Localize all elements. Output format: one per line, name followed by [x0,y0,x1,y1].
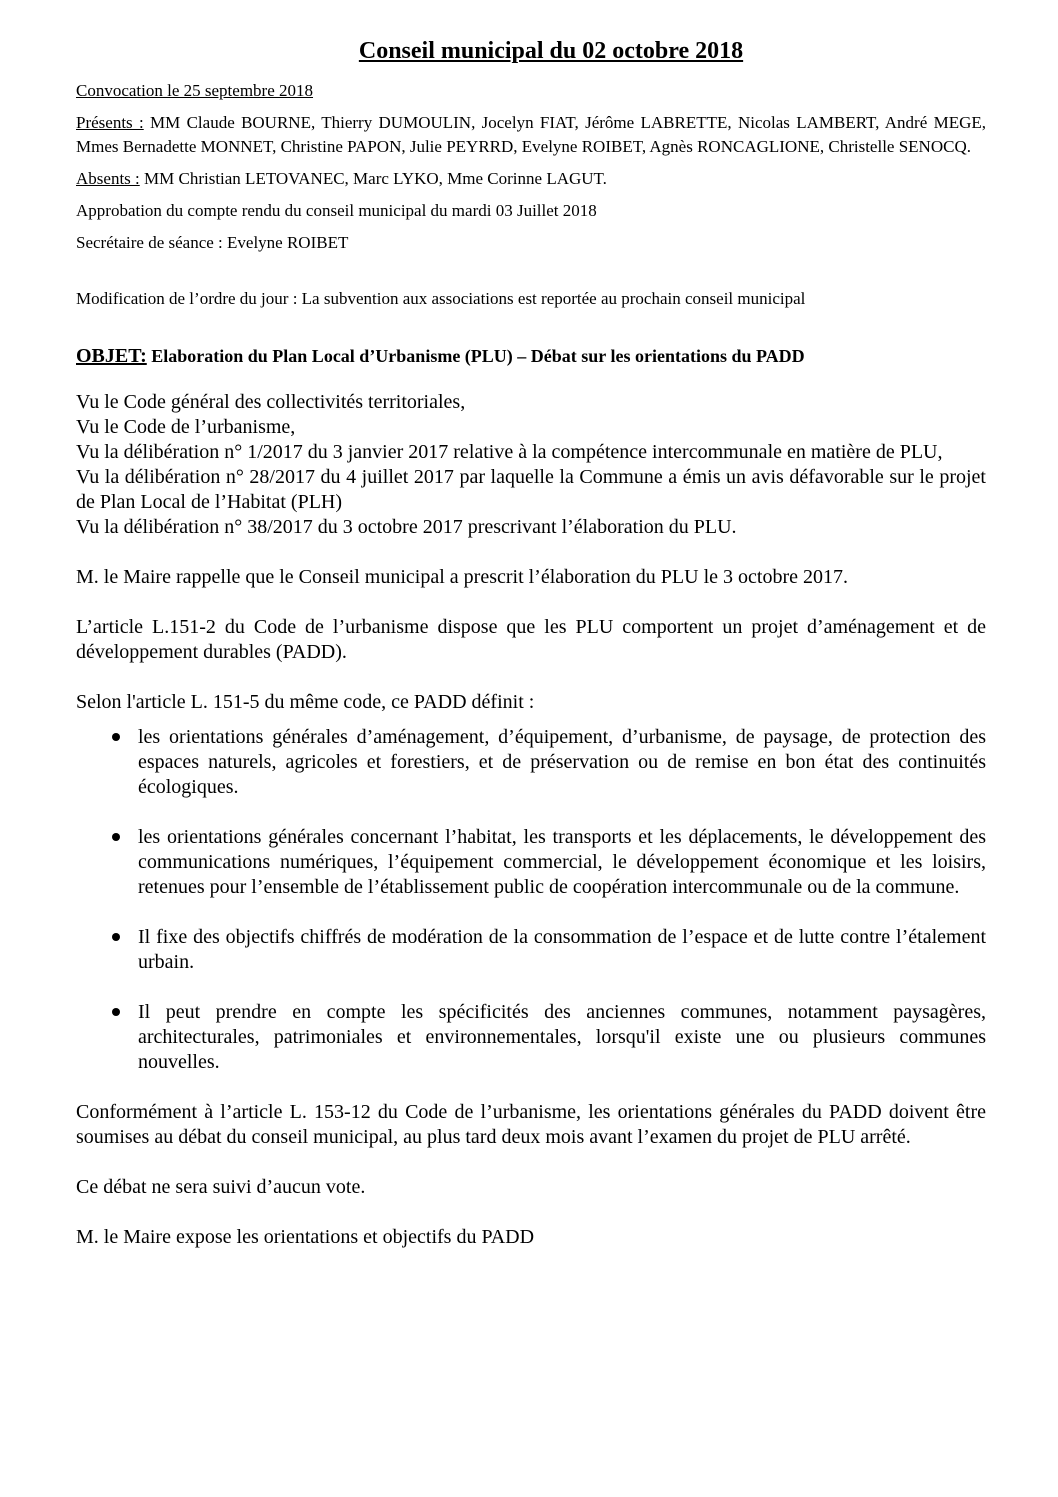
bullet-icon [112,833,120,841]
debat-paragraph: Ce débat ne sera suivi d’aucun vote. [76,1176,366,1198]
vu-line: Vu le Code général des collectivités territoriales, [76,391,466,413]
vu-line: Vu la délibération n° 1/2017 du 3 janvier 2017 relative à la compétence intercommunale en matière de PLU, [76,441,943,463]
bullet-icon [112,733,120,741]
objet-text: Elaboration du Plan Local d’Urbanisme (PLU) – Débat sur les orientations du PADD [146,346,805,366]
maire-rappelle-paragraph: M. le Maire rappelle que le Conseil municipal a prescrit l’élaboration du PLU le 3 octobre 2017. [76,566,848,588]
convocation-text: Convocation le 25 septembre 2018 [76,81,314,100]
vu-line: Vu la délibération n° 28/2017 du 4 juillet 2017 par laquelle la Commune a émis un avis défavorable sur le projet de Plan Local de l’Habitat (PLH) [76,466,986,513]
approbation-line: Approbation du compte rendu du conseil municipal du mardi 03 Juillet 2018 [76,201,597,220]
presents-list: MM Claude BOURNE, Thierry DUMOULIN, Jocelyn FIAT, Jérôme LABRETTE, Nicolas LAMBERT, André MEGE, Mmes Bernadette MONNET, Christine PAPON, Julie PEYRRD, Evelyne ROIBET, Agnès RONCAGLIONE, Christelle SENOCQ. [76,113,986,156]
absents-list: MM Christian LETOVANEC, Marc LYKO, Mme Corinne LAGUT. [139,169,607,188]
vu-block [76,390,986,540]
vu-line: Vu la délibération n° 38/2017 du 3 octobre 2017 prescrivant l’élaboration du PLU. [76,516,737,538]
page-title: Conseil municipal du 02 octobre 2018 [358,38,744,64]
objet-label: OBJET: [76,345,147,367]
vu-line: Vu le Code de l’urbanisme, [76,416,296,438]
modification-line: Modification de l’ordre du jour : La subvention aux associations est reportée au prochain conseil municipal [76,289,806,308]
presents-label: Présents : [76,113,144,132]
list-item-text: les orientations générales concernant l’habitat, les transports et les déplacements, le développement des communications numériques, l’équipement commercial, le développement économique et les loisirs, retenues pour l’ensemble de l’établissement public de coopération intercommunale ou de la commune. [138,826,986,898]
bullet-icon [112,1008,120,1016]
list-item [76,825,986,900]
list-item-text: Il peut prendre en compte les spécificités des anciennes communes, notamment paysagères, architecturales, patrimoniales et environnementales, lorsqu'il existe une ou plusieurs communes nouvelles. [138,1001,986,1073]
list-item [76,725,986,800]
absents-label: Absents : [76,169,140,188]
padd-bullet-list [76,725,986,1075]
convocation-line [76,79,986,103]
list-item-text: Il fixe des objectifs chiffrés de modération de la consommation de l’espace et de lutte contre l’étalement urbain. [138,926,986,973]
list-item-text: les orientations générales d’aménagement, d’équipement, d’urbanisme, de paysage, de protection des espaces naturels, agricoles et forestiers, et de préservation ou de remise en bon état des continuités écologiques. [138,726,986,798]
secretaire-line: Secrétaire de séance : Evelyne ROIBET [76,233,349,252]
expose-paragraph: M. le Maire expose les orientations et objectifs du PADD [76,1226,535,1248]
spacer [76,263,986,287]
objet-heading [76,345,986,368]
selon-paragraph: Selon l'article L. 151-5 du même code, ce PADD définit : [76,691,535,713]
presents-paragraph [76,111,986,159]
document-page [76,38,986,1275]
article-151-2-paragraph: L’article L.151-2 du Code de l’urbanisme dispose que les PLU comportent un projet d’aménagement et de développement durables (PADD). [76,616,986,663]
list-item [76,925,986,975]
conformement-paragraph: Conformément à l’article L. 153-12 du Code de l’urbanisme, les orientations générales du PADD doivent être soumises au débat du conseil municipal, au plus tard deux mois avant l’examen du projet de PLU arrêté. [76,1101,986,1148]
absents-paragraph [76,167,986,191]
list-item [76,1000,986,1075]
bullet-icon [112,933,120,941]
